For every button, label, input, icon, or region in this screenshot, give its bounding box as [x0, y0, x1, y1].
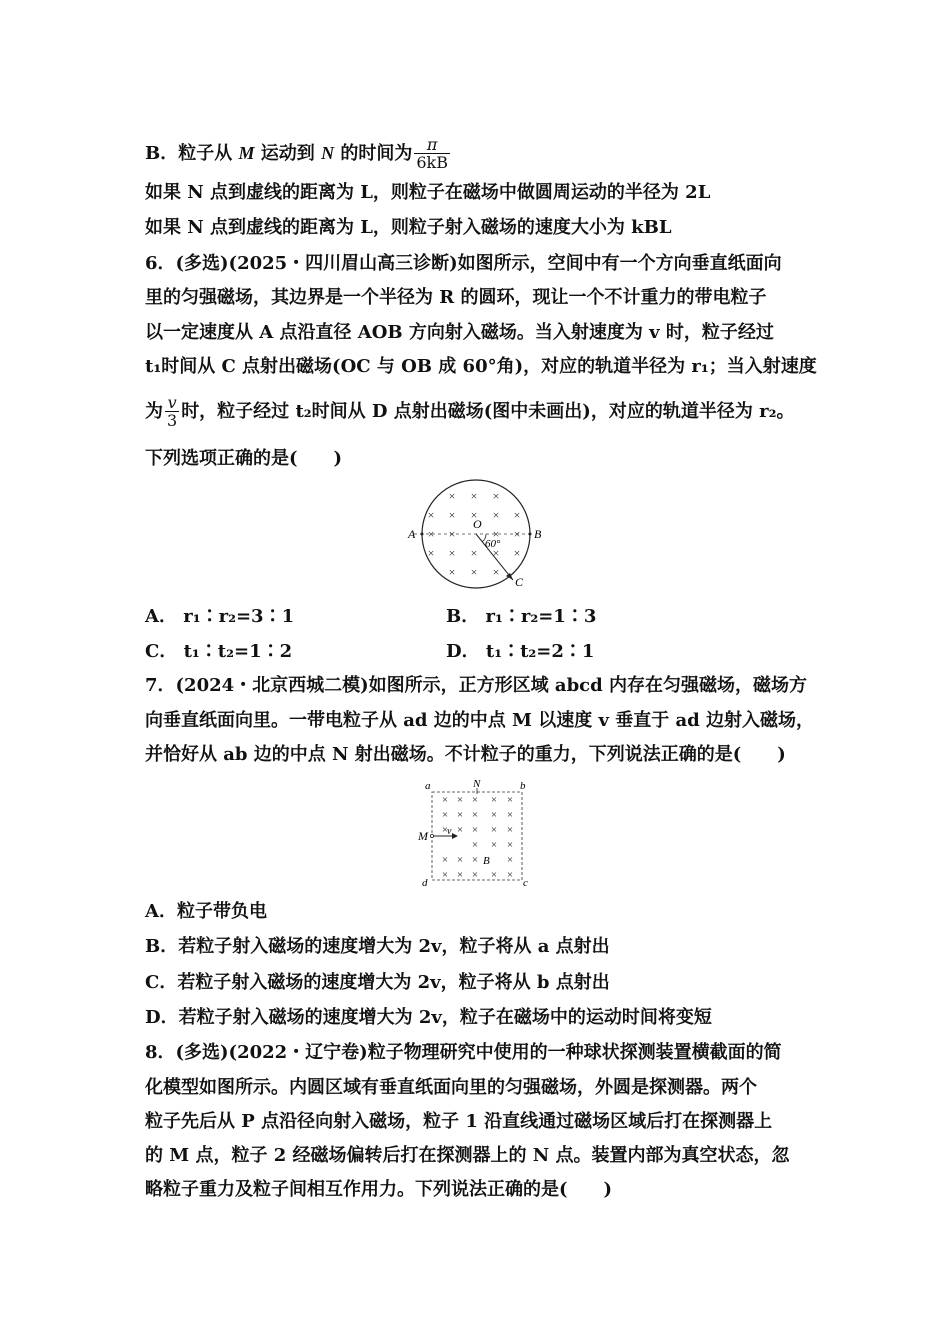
svg-text:×: × [427, 546, 435, 560]
svg-text:×: × [441, 869, 449, 881]
label-c: C [515, 575, 524, 589]
q6-circle-field-figure [400, 478, 550, 594]
q5-option-c: 如果 N 点到虚线的距离为 L，则粒子在磁场中做圆周运动的半径为 2L [145, 182, 711, 203]
svg-text:×: × [513, 527, 521, 541]
svg-text:×: × [490, 869, 498, 881]
svg-text:×: × [441, 824, 449, 836]
label-angle: 60° [485, 538, 501, 550]
svg-text:×: × [506, 794, 514, 806]
svg-text:×: × [506, 824, 514, 836]
svg-text:×: × [470, 546, 478, 560]
svg-text:×: × [492, 489, 500, 503]
label-b: B [534, 527, 542, 541]
svg-text:×: × [506, 839, 514, 851]
svg-text:×: × [441, 854, 449, 866]
svg-text:×: × [471, 869, 479, 881]
q6-option-a: A． r₁∶r₂=3∶1 [145, 606, 295, 627]
q7-square-field-figure [412, 776, 538, 890]
svg-text:×: × [490, 809, 498, 821]
q7-option-b: B．若粒子射入磁场的速度增大为 2v，粒子将从 a 点射出 [145, 936, 610, 957]
svg-text:×: × [448, 508, 456, 522]
svg-text:×: × [471, 794, 479, 806]
label-a: a [425, 780, 431, 792]
q8-stem-line4: 的 M 点，粒子 2 经磁场偏转后打在探测器上的 N 点。装置内部为真空状态，忽 [145, 1145, 790, 1166]
svg-text:×: × [456, 824, 464, 836]
label-n: N [473, 778, 481, 790]
svg-text:×: × [506, 869, 514, 881]
q6-stem-line2: 里的匀强磁场，其边界是一个半径为 R 的圆环，现让一个不计重力的带电粒子 [145, 287, 767, 308]
svg-text:×: × [490, 839, 498, 851]
label-c: c [523, 877, 528, 889]
svg-text:×: × [490, 794, 498, 806]
q5-option-d: 如果 N 点到虚线的距离为 L，则粒子射入磁场的速度大小为 kBL [145, 217, 672, 238]
svg-text:×: × [448, 527, 456, 541]
svg-text:×: × [448, 565, 456, 579]
svg-text:×: × [490, 824, 498, 836]
q7-option-a: A．粒子带负电 [145, 901, 267, 922]
label-m: M [418, 829, 428, 843]
q6-stem-line3: 以一定速度从 A 点沿直径 AOB 方向射入磁场。当入射速度为 v 时，粒子经过 [145, 322, 774, 343]
q7-stem-line3: 并恰好从 ab 边的中点 N 射出磁场。不计粒子的重力，下列说法正确的是( ) [145, 744, 786, 765]
label-o: O [473, 517, 482, 531]
q8-stem-line2: 化模型如图所示。内圆区域有垂直纸面向里的匀强磁场，外圆是探测器。两个 [145, 1077, 757, 1098]
q5-option-b: B．粒子从 M 运动到 N 的时间为 $\frac{\pi}{6kB}$ [145, 135, 448, 172]
svg-text:×: × [492, 546, 500, 560]
label-b: b [520, 780, 526, 792]
svg-text:×: × [441, 809, 449, 821]
svg-text:×: × [456, 854, 464, 866]
svg-text:×: × [492, 527, 500, 541]
q6-stem-line6: 下列选项正确的是( ) [145, 448, 343, 469]
svg-text:×: × [471, 809, 479, 821]
svg-text:×: × [470, 508, 478, 522]
svg-text:×: × [456, 809, 464, 821]
svg-text:×: × [471, 854, 479, 866]
svg-text:×: × [427, 527, 435, 541]
label-d: d [422, 877, 428, 889]
q7-option-c: C．若粒子射入磁场的速度增大为 2v，粒子将从 b 点射出 [145, 972, 610, 993]
svg-text:×: × [492, 508, 500, 522]
q8-stem-line3: 粒子先后从 P 点沿径向射入磁场，粒子 1 沿直线通过磁场区域后打在探测器上 [145, 1111, 773, 1132]
q6-stem-line4: t₁时间从 C 点射出磁场(OC 与 OB 成 60°角)，对应的轨道半径为 r₁；当入射速度 [145, 356, 817, 377]
q6-option-c: C． t₁∶t₂=1∶2 [145, 641, 293, 662]
svg-text:×: × [448, 489, 456, 503]
svg-text:×: × [513, 546, 521, 560]
label-field-b: B [483, 855, 490, 867]
q8-stem-line1: 8．(多选)(2022・辽宁卷)粒子物理研究中使用的一种球状探测装置横截面的简 [145, 1042, 782, 1063]
svg-text:×: × [471, 839, 479, 851]
svg-text:×: × [427, 508, 435, 522]
q8-stem-line5: 略粒子重力及粒子间相互作用力。下列说法正确的是( ) [145, 1179, 613, 1200]
svg-text:×: × [471, 824, 479, 836]
svg-text:×: × [506, 854, 514, 866]
svg-text:×: × [448, 546, 456, 560]
fraction: $\frac{\pi}{6kB}$ [416, 135, 448, 172]
svg-text:×: × [470, 565, 478, 579]
svg-text:×: × [506, 809, 514, 821]
q6-option-b: B． r₁∶r₂=1∶3 [446, 606, 597, 627]
q6-stem-line5: 为 $\frac{v}{3}$ 时，粒子经过 t₂时间从 D 点射出磁场(图中未画出)，对应的轨道半径为 r₂。 [145, 393, 795, 430]
q7-stem-line2: 向垂直纸面向里。一带电粒子从 ad 边的中点 M 以速度 v 垂直于 ad 边射入磁场， [145, 710, 815, 731]
svg-text:×: × [492, 565, 500, 579]
label-a: A [408, 527, 416, 541]
svg-text:×: × [456, 869, 464, 881]
q7-option-d: D．若粒子射入磁场的速度增大为 2v，粒子在磁场中的运动时间将变短 [145, 1007, 712, 1028]
label-v: v [447, 826, 452, 837]
q6-stem-line1: 6．(多选)(2025・四川眉山高三诊断)如图所示，空间中有一个方向垂直纸面向 [145, 253, 782, 274]
svg-text:×: × [470, 489, 478, 503]
fraction: $\frac{v}{3}$ [167, 393, 178, 430]
q7-stem-line1: 7．(2024・北京西城二模)如图所示，正方形区域 abcd 内存在匀强磁场，磁场方 [145, 675, 807, 696]
svg-text:×: × [513, 508, 521, 522]
q6-option-d: D． t₁∶t₂=2∶1 [446, 641, 595, 662]
svg-text:×: × [456, 794, 464, 806]
svg-text:×: × [441, 794, 449, 806]
